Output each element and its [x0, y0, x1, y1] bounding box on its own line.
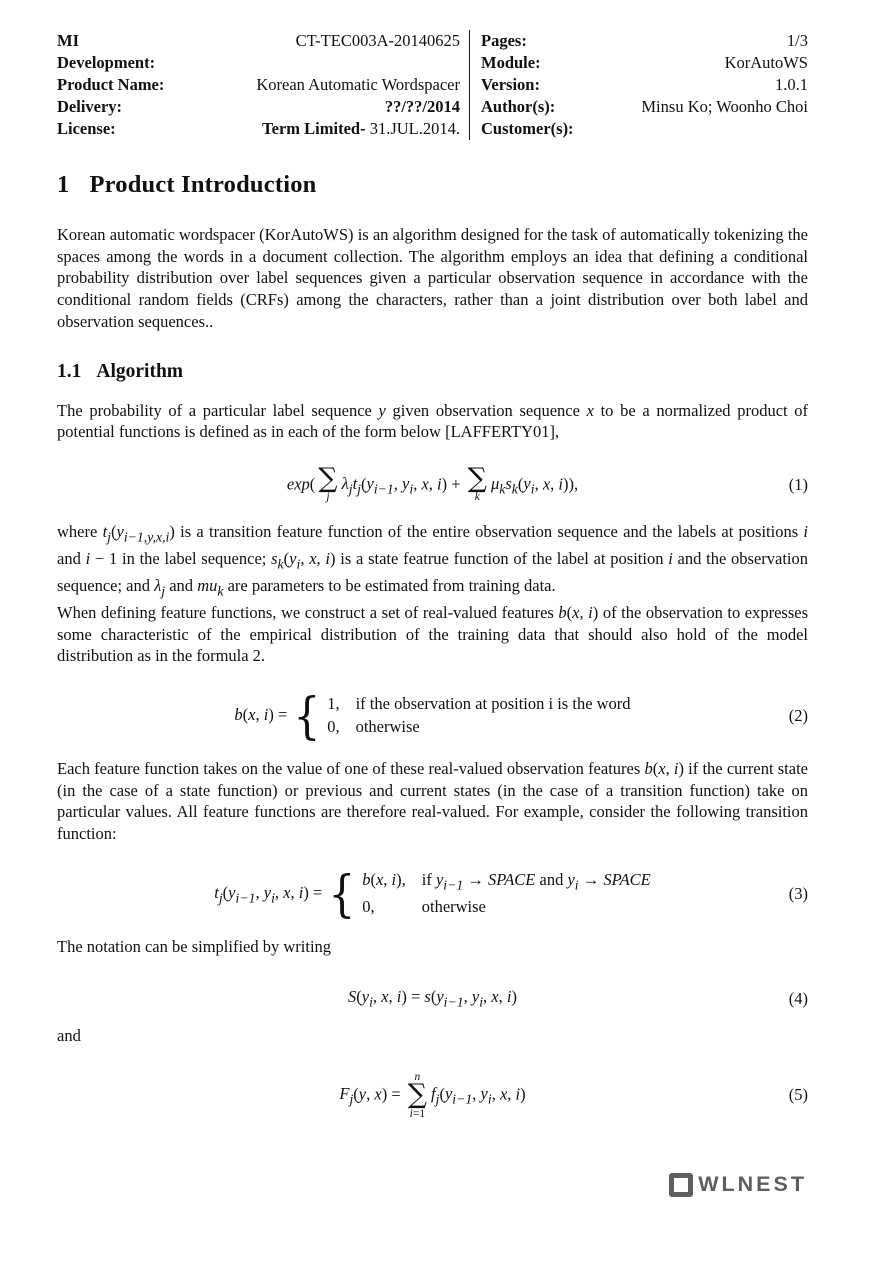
meta-row-delivery — [57, 96, 460, 118]
section-1-heading — [57, 171, 808, 199]
paragraph-where: where $t_j(y_{i-1,y,x,i})$ is a transition feature function of the entire observation sequence and the labels at positions i and i − 1 in the label sequence; $s_k(y_i$, x, i) is a state featrue function of the label at position i and the observation sequence; and $\lambda_j$ and $mu_k$ are parameters to be estimated from training data. When defining feature functions, we construct a set of real-valued features b(x, i) of the observation to expresses some characteristic of the empirical distribution of the training data that should also hold of the model distribution as in the formula 2. — [57, 521, 809, 666]
paragraph-intro: Korean automatic wordspacer (KorAutoWS) is an algorithm designed for the task of automatically tokenizing the spaces among the words in a document collection. The algorithm employs an idea that defining a conditional probability distribution over label sequences given a particular observation sequence in accordance with the conditional random fields (CRFs) among the characters, rather than a joint distribution over both label and observation sequences.. — [57, 225, 808, 331]
paragraph-and: and — [57, 1025, 81, 1045]
equation-4-number: (4) — [788, 989, 808, 1009]
section-1-number: 1 — [57, 171, 70, 198]
equation-4 — [57, 987, 808, 1010]
meta-value-version: 1.0.1 — [775, 75, 808, 94]
meta-label-mi: MI — [57, 31, 79, 50]
equation-1-number: (1) — [788, 475, 808, 495]
meta-row-pages — [481, 30, 808, 52]
meta-value-license-date: 31.JUL.2014. — [369, 119, 460, 138]
owlnest-logo-text: WLNEST — [698, 1172, 807, 1196]
equation-5 — [57, 1071, 808, 1121]
section-1-1-title: Algorithm — [96, 360, 184, 382]
owlnest-logo — [669, 1172, 807, 1197]
meta-label-license: License: — [57, 119, 116, 138]
metadata-header — [57, 30, 808, 140]
paragraph-feature-function: Each feature function takes on the value of one of these real-valued observation features b(x, i) if the current state (in the case of a state function) or previous and current states (in the case of a transition function) take on particular values. All feature functions are therefore real-valued. For example, consider the following transition function: — [57, 758, 808, 844]
meta-value-license-term: Term Limited- — [262, 119, 366, 138]
paragraph-notation: The notation can be simplified by writing — [57, 936, 332, 956]
meta-label-version: Version: — [481, 75, 540, 94]
equation-3 — [57, 864, 808, 923]
metadata-left-column — [57, 30, 469, 140]
meta-value-delivery: ??/??/2014 — [384, 97, 460, 116]
meta-row-license — [57, 118, 460, 140]
meta-value-authors: Minsu Ko; Woonho Choi — [641, 97, 808, 116]
section-1-1-heading — [57, 361, 808, 383]
meta-value-product-name: Korean Automatic Wordspacer — [256, 75, 460, 94]
equation-2-body: b(x, i) = { 1, if the observation at position i is the word 0, otherwise — [234, 686, 631, 745]
paragraph-probability: The probability of a particular label sequence y given observation sequence x to be a normalized product of potential functions is defined as in each of the form below [LAFFERTY01], — [57, 400, 809, 442]
meta-label-pages: Pages: — [481, 31, 527, 50]
meta-value-license — [116, 118, 460, 140]
meta-row-product-name — [57, 74, 460, 96]
meta-label-delivery: Delivery: — [57, 97, 123, 116]
equation-5-number: (5) — [788, 1085, 808, 1105]
meta-row-authors — [481, 96, 808, 118]
meta-label-authors: Author(s): — [481, 97, 556, 116]
meta-label-module: Module: — [481, 53, 541, 72]
meta-value-doc-code: CT-TEC003A-20140625 — [295, 31, 460, 50]
equation-5-body: $F_j(y$, x) = n ∑ i=1 $f_j(y_{i-1}$, $y_i$, x, i) — [339, 1070, 526, 1120]
section-1-title: Product Introduction — [89, 171, 317, 198]
equation-1-body: exp( ∑ j $\lambda_jt_j(y_{i-1}$, $y_i$, x, i) + ∑ k $\mu_ks_k(y_i$, x, i)), — [286, 462, 579, 504]
equation-2-number: (2) — [788, 705, 808, 725]
meta-row-development — [57, 52, 460, 74]
meta-value-development — [155, 52, 460, 74]
metadata-right-column — [469, 30, 808, 140]
section-1-1-number: 1.1 — [57, 360, 82, 382]
meta-label-development: Development: — [57, 53, 156, 72]
meta-value-pages: 1/3 — [786, 31, 808, 50]
meta-row-customers — [481, 118, 808, 140]
meta-label-customers: Customer(s): — [481, 119, 574, 138]
equation-2 — [57, 686, 808, 745]
meta-row-version — [481, 74, 808, 96]
meta-row-module — [481, 52, 808, 74]
equation-4-body: $S(y_i$, x, $i) = s(y_{i-1}$, $y_i$, x, i) — [348, 987, 517, 1010]
equation-3-number: (3) — [788, 883, 808, 903]
meta-label-product-name: Product Name: — [57, 75, 165, 94]
meta-row-mi — [57, 30, 460, 52]
equation-1 — [57, 462, 808, 504]
meta-value-customers — [574, 118, 808, 140]
square-o-icon — [669, 1173, 693, 1197]
equation-3-body: $t_j(y_{i-1}$, $y_i$, x, i) = { b(x, i), if $y_{i-1}$ → SPACE and $y_i$ → SPACE 0, otherwise — [214, 864, 651, 923]
meta-value-module: KorAutoWS — [724, 53, 808, 72]
